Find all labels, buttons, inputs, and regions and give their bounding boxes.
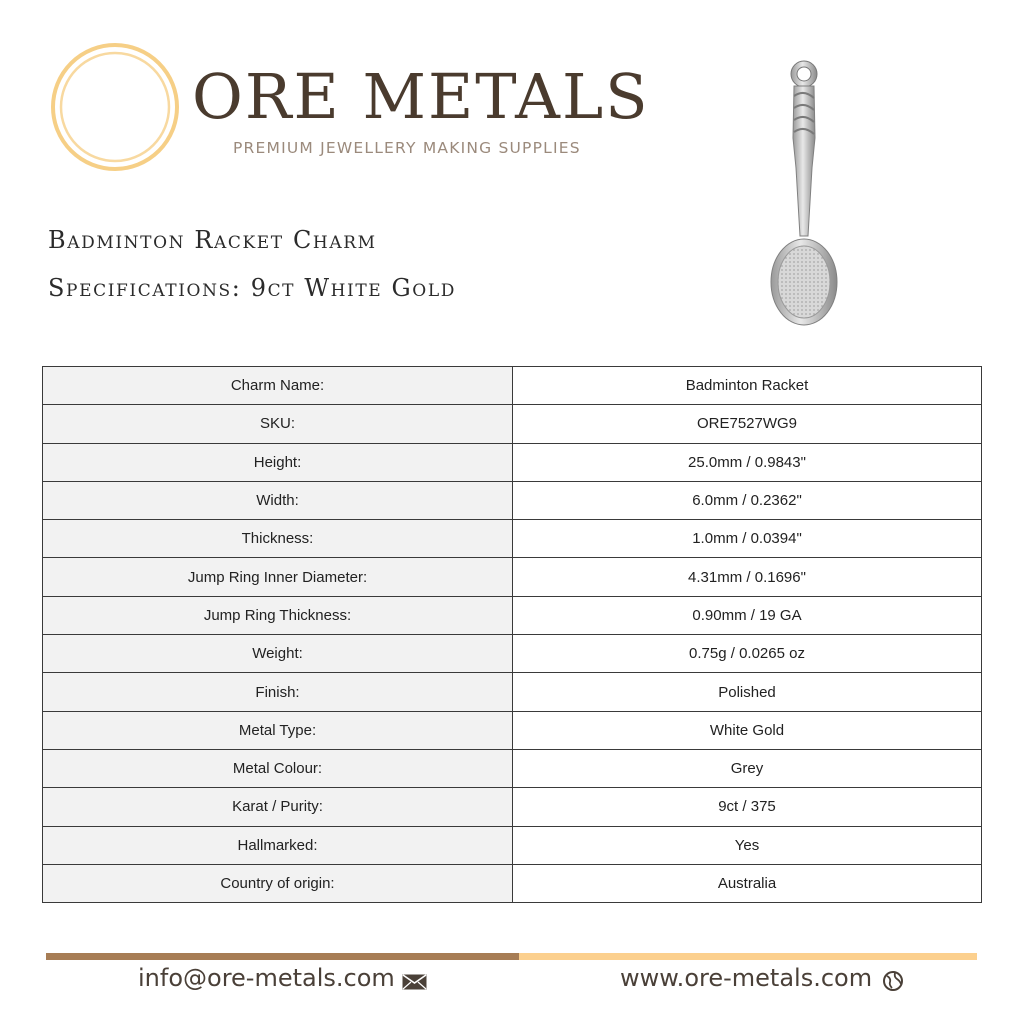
spec-value: 0.75g / 0.0265 oz [513,635,982,673]
table-row [43,673,982,711]
table-row [43,558,982,596]
table-row [43,864,982,902]
spec-value: Australia [513,864,982,902]
spec-value: Badminton Racket [513,367,982,405]
footer-email-link[interactable]: info@ore-metals.com [138,964,395,992]
table-row [43,443,982,481]
spec-value: Grey [513,749,982,787]
table-row [43,826,982,864]
spec-label: Width: [43,481,513,519]
envelope-icon [402,974,427,990]
table-row [43,596,982,634]
product-title: Badminton Racket Charm [48,226,377,254]
spec-label: Thickness: [43,520,513,558]
table-row [43,481,982,519]
spec-value: White Gold [513,711,982,749]
footer-divider-right [519,953,977,960]
table-row [43,749,982,787]
spec-label: Metal Colour: [43,749,513,787]
spec-label: Height: [43,443,513,481]
spec-label: Weight: [43,635,513,673]
spec-label: Metal Type: [43,711,513,749]
spec-label: Hallmarked: [43,826,513,864]
badminton-racket-charm-image [760,56,850,328]
double-ring-logo-icon [48,40,182,174]
spec-value: 25.0mm / 0.9843" [513,443,982,481]
spec-value: 1.0mm / 0.0394" [513,520,982,558]
table-row [43,520,982,558]
spec-value: 0.90mm / 19 GA [513,596,982,634]
spec-label: Finish: [43,673,513,711]
footer-divider-left [46,953,519,960]
product-specifications: Specifications: 9ct White Gold [48,274,456,302]
spec-label: Jump Ring Thickness: [43,596,513,634]
spec-value: ORE7527WG9 [513,405,982,443]
globe-icon [882,970,904,992]
spec-value: 6.0mm / 0.2362" [513,481,982,519]
spec-value: 9ct / 375 [513,788,982,826]
table-row [43,405,982,443]
footer-website-link[interactable]: www.ore-metals.com [620,964,873,992]
table-row [43,635,982,673]
spec-label: Country of origin: [43,864,513,902]
spec-label: SKU: [43,405,513,443]
table-row [43,788,982,826]
specification-table [42,366,982,903]
spec-label: Charm Name: [43,367,513,405]
spec-value: Yes [513,826,982,864]
brand-tagline: PREMIUM JEWELLERY MAKING SUPPLIES [233,139,581,157]
spec-value: 4.31mm / 0.1696" [513,558,982,596]
table-row [43,367,982,405]
spec-label: Jump Ring Inner Diameter: [43,558,513,596]
spec-value: Polished [513,673,982,711]
brand-name: ORE METALS [192,60,650,133]
table-row [43,711,982,749]
spec-label: Karat / Purity: [43,788,513,826]
